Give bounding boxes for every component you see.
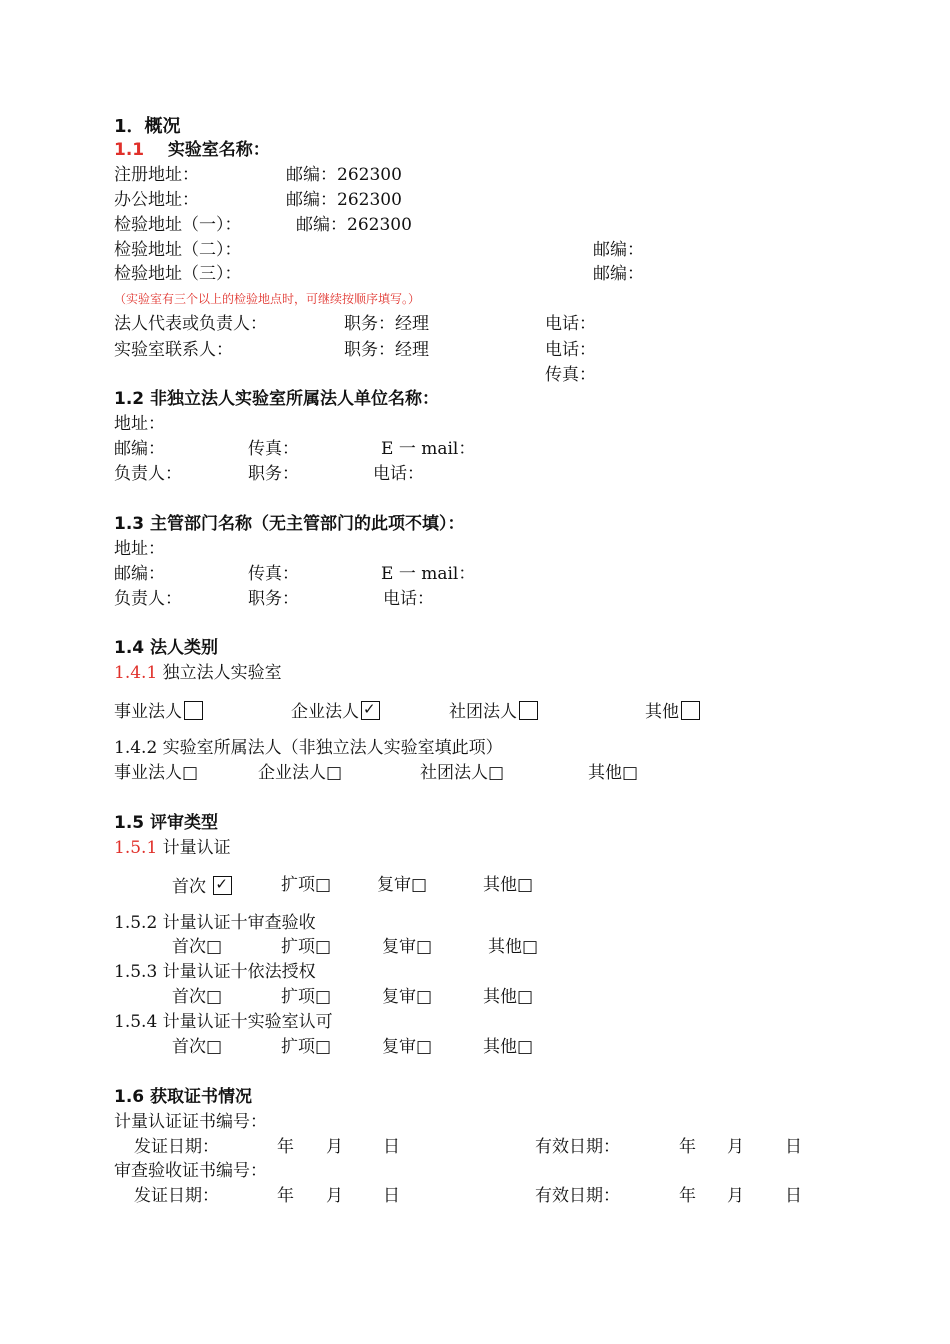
section-1-6-title: 1.6 获取证书情况 — [114, 1087, 253, 1107]
inspection-3-postcode-label: 邮编： — [593, 264, 644, 284]
s13-address-label: 地址： — [114, 539, 165, 559]
lab-contact-phone-label: 电话： — [545, 340, 596, 360]
inspection-address-2-label: 检验地址（二）： — [114, 240, 242, 260]
s142-option-enterprise[interactable]: 企业法人□ — [258, 763, 343, 783]
cert1-issue-month: 月 — [326, 1137, 343, 1157]
checkbox-unchecked[interactable] — [681, 701, 700, 720]
section-1-4-1-number: 1.4.1 — [114, 663, 158, 683]
registered-address-label: 注册地址： — [114, 165, 199, 185]
s154-option-first[interactable]: 首次□ — [172, 1037, 223, 1057]
s142-option-public-institution[interactable]: 事业法人□ — [114, 763, 199, 783]
cert2-valid-date-label: 有效日期： — [535, 1186, 620, 1206]
inspection-2-postcode-label: 邮编： — [593, 240, 644, 260]
section-1-title: 1．概况 — [114, 116, 181, 137]
s12-address-label: 地址： — [114, 414, 165, 434]
cert1-valid-date-label: 有效日期： — [535, 1137, 620, 1157]
legal-type-option-social-group[interactable] — [449, 701, 538, 721]
cert1-issue-day: 日 — [383, 1137, 400, 1157]
section-1-5-1-heading — [114, 840, 231, 857]
postcode-value: 262300 — [347, 215, 412, 235]
lab-contact-fax-label: 传真： — [545, 365, 596, 385]
s153-option-review[interactable]: 复审□ — [382, 987, 433, 1007]
section-1-5-2-title: 1.5.2 计量认证十审查验收 — [114, 913, 316, 933]
s13-person-label: 负责人： — [114, 589, 182, 609]
cert2-valid-day: 日 — [785, 1186, 802, 1206]
lab-contact-label: 实验室联系人： — [114, 340, 233, 360]
section-1-4-2-title: 1.4.2 实验室所属法人（非独立法人实验室填此项） — [114, 738, 503, 758]
s151-option-expand[interactable]: 扩项□ — [281, 875, 332, 895]
s151-option-first[interactable] — [172, 876, 232, 896]
s142-option-other[interactable]: 其他□ — [588, 763, 639, 783]
inspection-address-1-label: 检验地址（一）： — [114, 215, 242, 235]
section-1-4-1-heading — [114, 665, 282, 682]
metrology-cert-number-label: 计量认证证书编号： — [114, 1112, 267, 1132]
legal-type-option-other[interactable] — [645, 701, 700, 721]
section-1-5-1-number: 1.5.1 — [114, 838, 158, 858]
section-1-1-heading — [114, 142, 270, 159]
s154-option-expand[interactable]: 扩项□ — [281, 1037, 332, 1057]
option-label: 企业法人 — [291, 702, 359, 722]
legal-rep-position: 职务：经理 — [344, 314, 429, 334]
s152-option-other[interactable]: 其他□ — [488, 937, 539, 957]
section-1-5-title: 1.5 评审类型 — [114, 813, 219, 833]
office-address-label: 办公地址： — [114, 190, 199, 210]
legal-type-option-enterprise[interactable] — [291, 701, 380, 721]
legal-type-option-public-institution[interactable] — [114, 701, 203, 721]
s151-option-other[interactable]: 其他□ — [483, 875, 534, 895]
s154-option-other[interactable]: 其他□ — [483, 1037, 534, 1057]
s12-phone-label: 电话： — [373, 464, 424, 484]
s12-postcode-label: 邮编： — [114, 439, 165, 459]
inspection-1-postcode — [296, 217, 412, 234]
multi-site-note: （实验室有三个以上的检验地点时，可继续按顺序填写。） — [114, 292, 421, 306]
cert2-issue-day: 日 — [383, 1186, 400, 1206]
s151-option-review[interactable]: 复审□ — [377, 875, 428, 895]
cert1-valid-day: 日 — [785, 1137, 802, 1157]
cert2-valid-month: 月 — [727, 1186, 744, 1206]
s13-phone-label: 电话： — [383, 589, 434, 609]
s13-position-label: 职务： — [248, 589, 299, 609]
postcode-label: 邮编： — [286, 165, 337, 185]
s153-option-other[interactable]: 其他□ — [483, 987, 534, 1007]
s152-option-review[interactable]: 复审□ — [382, 937, 433, 957]
cert1-issue-year: 年 — [277, 1137, 294, 1157]
section-1-5-4-title: 1.5.4 计量认证十实验室认可 — [114, 1012, 333, 1032]
cert2-issue-date-label: 发证日期： — [134, 1186, 219, 1206]
section-1-2-title: 1.2 非独立法人实验室所属法人单位名称： — [114, 389, 440, 409]
section-1-4-1-label: 独立法人实验室 — [162, 663, 282, 683]
checkbox-checked[interactable] — [213, 876, 232, 895]
section-1-5-1-label: 计量认证 — [162, 838, 231, 858]
registered-postcode — [286, 167, 402, 184]
s12-fax-label: 传真： — [248, 439, 299, 459]
cert2-valid-year: 年 — [679, 1186, 696, 1206]
inspection-address-3-label: 检验地址（三）： — [114, 264, 242, 284]
section-1-4-title: 1.4 法人类别 — [114, 638, 219, 658]
legal-rep-phone-label: 电话： — [545, 314, 596, 334]
office-postcode — [286, 192, 402, 209]
legal-rep-label: 法人代表或负责人： — [114, 314, 267, 334]
s142-option-social-group[interactable]: 社团法人□ — [420, 763, 505, 783]
cert1-issue-date-label: 发证日期： — [134, 1137, 219, 1157]
option-label: 其他 — [645, 702, 679, 722]
postcode-value: 262300 — [337, 165, 402, 185]
acceptance-cert-number-label: 审查验收证书编号： — [114, 1161, 267, 1181]
lab-name-label: 实验室名称： — [167, 140, 270, 160]
checkbox-checked[interactable] — [361, 701, 380, 720]
lab-contact-position: 职务：经理 — [344, 340, 429, 360]
postcode-label: 邮编： — [286, 190, 337, 210]
postcode-value: 262300 — [337, 190, 402, 210]
option-label: 事业法人 — [114, 702, 182, 722]
option-label: 社团法人 — [449, 702, 517, 722]
s152-option-first[interactable]: 首次□ — [172, 937, 223, 957]
checkbox-unchecked[interactable] — [184, 701, 203, 720]
s152-option-expand[interactable]: 扩项□ — [281, 937, 332, 957]
s12-person-label: 负责人： — [114, 464, 182, 484]
cert1-valid-month: 月 — [727, 1137, 744, 1157]
s153-option-first[interactable]: 首次□ — [172, 987, 223, 1007]
s13-email-label: E 一 mail： — [381, 564, 476, 584]
section-1-1-number: 1.1 — [114, 140, 145, 160]
cert2-issue-month: 月 — [326, 1186, 343, 1206]
s12-position-label: 职务： — [248, 464, 299, 484]
s13-postcode-label: 邮编： — [114, 564, 165, 584]
section-1-5-3-title: 1.5.3 计量认证十依法授权 — [114, 962, 316, 982]
checkbox-unchecked[interactable] — [519, 701, 538, 720]
s153-option-expand[interactable]: 扩项□ — [281, 987, 332, 1007]
s13-fax-label: 传真： — [248, 564, 299, 584]
s12-email-label: E 一 mail： — [381, 439, 476, 459]
option-label: 首次 — [172, 877, 206, 897]
cert1-valid-year: 年 — [679, 1137, 696, 1157]
section-1-3-title: 1.3 主管部门名称（无主管部门的此项不填）： — [114, 514, 465, 534]
s154-option-review[interactable]: 复审□ — [382, 1037, 433, 1057]
cert2-issue-year: 年 — [277, 1186, 294, 1206]
postcode-label: 邮编： — [296, 215, 347, 235]
